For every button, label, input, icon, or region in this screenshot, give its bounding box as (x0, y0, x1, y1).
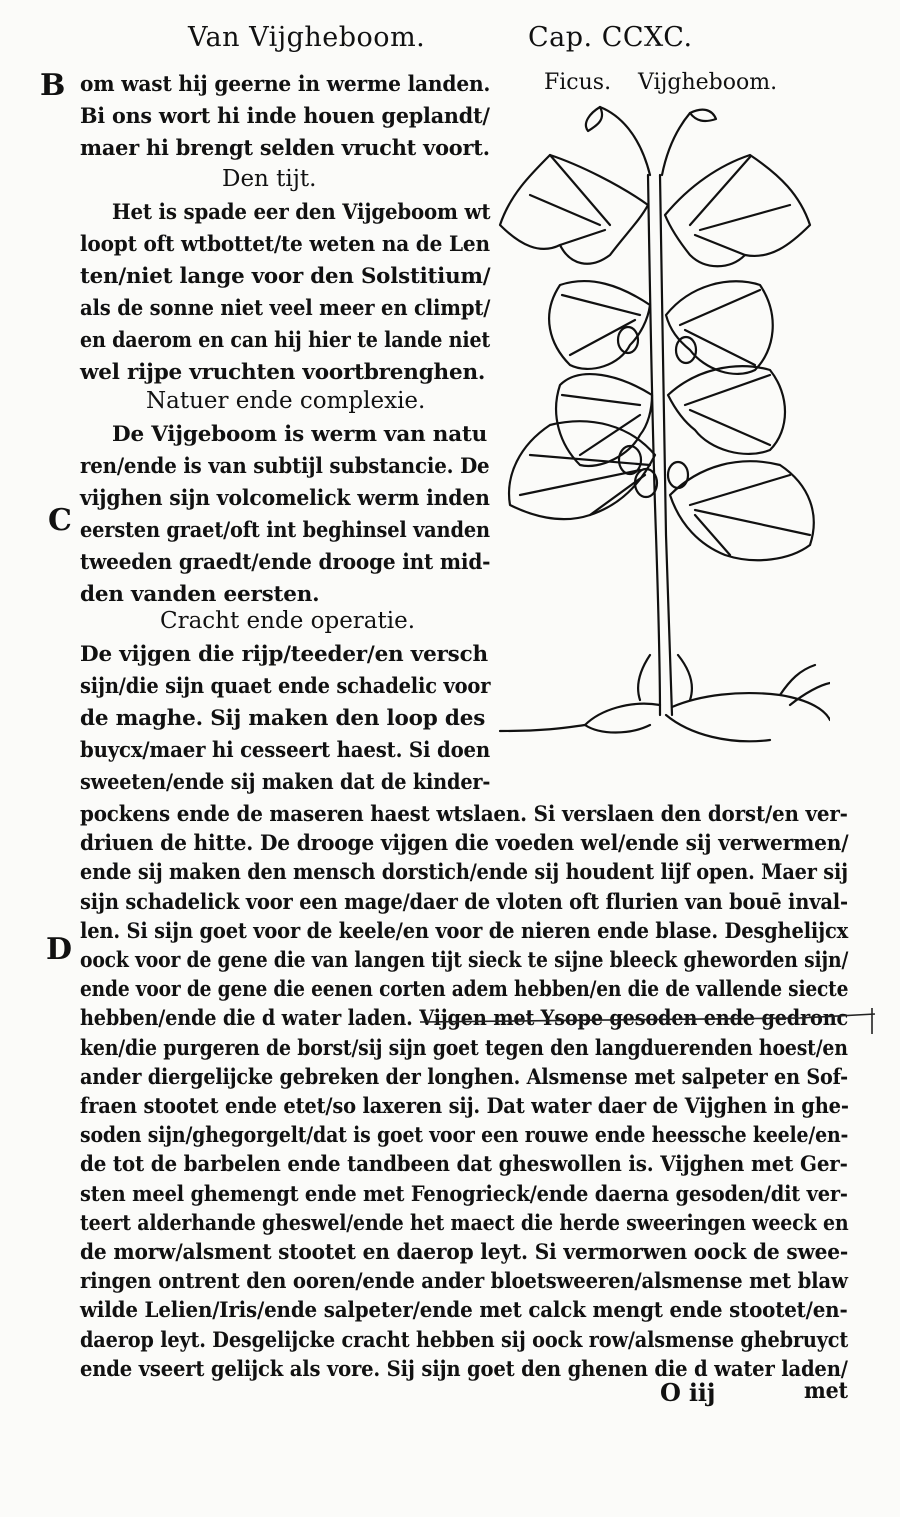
nature-line: De Vijgeboom is werm van natu (112, 422, 488, 447)
power-line: soden sijn/ghegorgelt/dat is goet voor een rouwe ende heessche keele/en- (80, 1123, 849, 1149)
power-line: ken/die purgeren de borst/sij sijn goet tegen den langduerenden hoest/en (80, 1035, 848, 1061)
power-line: De vijgen die rijp/teeder/en versch (80, 642, 488, 667)
section-title-time: Den tijt. (222, 166, 317, 192)
power-line: ende voor de gene die eenen corten adem hebben/en die de vallende siecte (80, 977, 849, 1003)
section-title-nature: Natuer ende complexie. (146, 388, 426, 414)
power-line: pockens ende de maseren haest wtslaen. Si verslaen den dorst/en ver- (80, 802, 848, 827)
intro-line: maer hi brengt selden vrucht voort. (80, 136, 490, 161)
power-line: de maghe. Sij maken den loop des (80, 706, 486, 731)
power-line: fraen stootet ende etet/so laxeren sij. Dat water daer de Vijghen in ghe- (80, 1094, 849, 1119)
power-line: ende vseert gelijck als vore. Sij sijn goet den ghenen die d water laden/ (80, 1356, 848, 1382)
latin-name: Ficus. (544, 70, 612, 95)
nature-line: eersten graet/oft int beghinsel vanden (80, 518, 490, 543)
power-line: buycx/maer hi cesseert haest. Si doen (80, 738, 491, 763)
time-line: en daerom en can hij hier te lande niet (80, 328, 491, 353)
nature-line: den vanden eersten. (80, 582, 320, 607)
power-line: driuen de hitte. De drooge vijgen die voeden wel/ende sij verwermen/ (80, 831, 849, 857)
section-title-power: Cracht ende operatie. (160, 608, 416, 634)
margin-letter-d: D (46, 932, 73, 967)
power-line: sweeten/ende sij maken dat de kinder- (80, 770, 491, 795)
power-line: len. Si sijn goet voor de keele/en voor de nieren ende blase. Desghelijcx (80, 918, 849, 944)
margin-letter-b: B (40, 68, 66, 103)
margin-letter-c: C (48, 503, 72, 538)
power-line: sten meel ghemengt ende met Fenogrieck/ende daerna gesoden/dit ver- (80, 1181, 848, 1207)
power-line: teert alderhande gheswel/ende het maect die herde sweeringen weeck en (80, 1210, 849, 1236)
time-line: wel rijpe vruchten voortbrenghen. (80, 360, 486, 385)
power-line: ander diergelijcke gebreken der longhen. Alsmense met salpeter en Sof- (80, 1064, 848, 1090)
nature-line: tweeden graedt/ende drooge int mid- (80, 550, 491, 575)
signature-mark: O iij (660, 1378, 716, 1407)
fig-tree-woodcut (490, 95, 830, 755)
time-line: Het is spade eer den Vijgeboom wt (112, 200, 491, 225)
power-line: ringen ontrent den ooren/ende ander bloetsweeren/alsmense met blaw (80, 1269, 848, 1295)
time-line: als de sonne niet veel meer en climpt/ (80, 296, 491, 321)
running-title: Van Vijgheboom. (188, 22, 426, 53)
power-line: daerop leyt. Desgelijcke cracht hebben sij oock row/alsmense ghebruyct (80, 1327, 849, 1353)
catchword: met (804, 1378, 848, 1404)
intro-line: Bi ons wort hi inde houen geplandt/ (80, 104, 490, 129)
nature-line: ren/ende is van subtijl substancie. De (80, 454, 490, 479)
nature-line: vijghen sijn volcomelick werm inden (80, 486, 490, 511)
time-line: ten/niet lange voor den Solstitium/ (80, 264, 491, 289)
power-line: de morw/alsment stootet en daerop leyt. Si vermorwen oock de swee- (80, 1240, 849, 1265)
power-line: sijn schadelick voor een mage/daer de vloten oft flurien van bouē inval- (80, 889, 848, 915)
power-line: de tot de barbelen ende tandbeen dat gheswollen is. Vijghen met Ger- (80, 1152, 848, 1178)
chapter-number: Cap. CCXC. (528, 22, 693, 53)
intro-line: om wast hij geerne in werme landen. (80, 72, 491, 97)
power-line: ende sij maken den mensch dorstich/ende sij houdent lijf open. Maer sij (80, 860, 848, 886)
power-line: hebben/ende die d water laden. Vijgen met Ysope gesoden ende gedronc (80, 1006, 849, 1032)
vernacular-name: Vijgheboom. (638, 70, 778, 95)
handwritten-underline (420, 1008, 890, 1038)
time-line: loopt oft wtbottet/te weten na de Len (80, 232, 490, 257)
power-line: wilde Lelien/Iris/ende salpeter/ende met calck mengt ende stootet/en- (80, 1298, 848, 1324)
power-line: oock voor de gene die van langen tijt sieck te sijne bleeck gheworden sijn/ (80, 948, 849, 973)
power-line: sijn/die sijn quaet ende schadelic voor (80, 674, 491, 699)
